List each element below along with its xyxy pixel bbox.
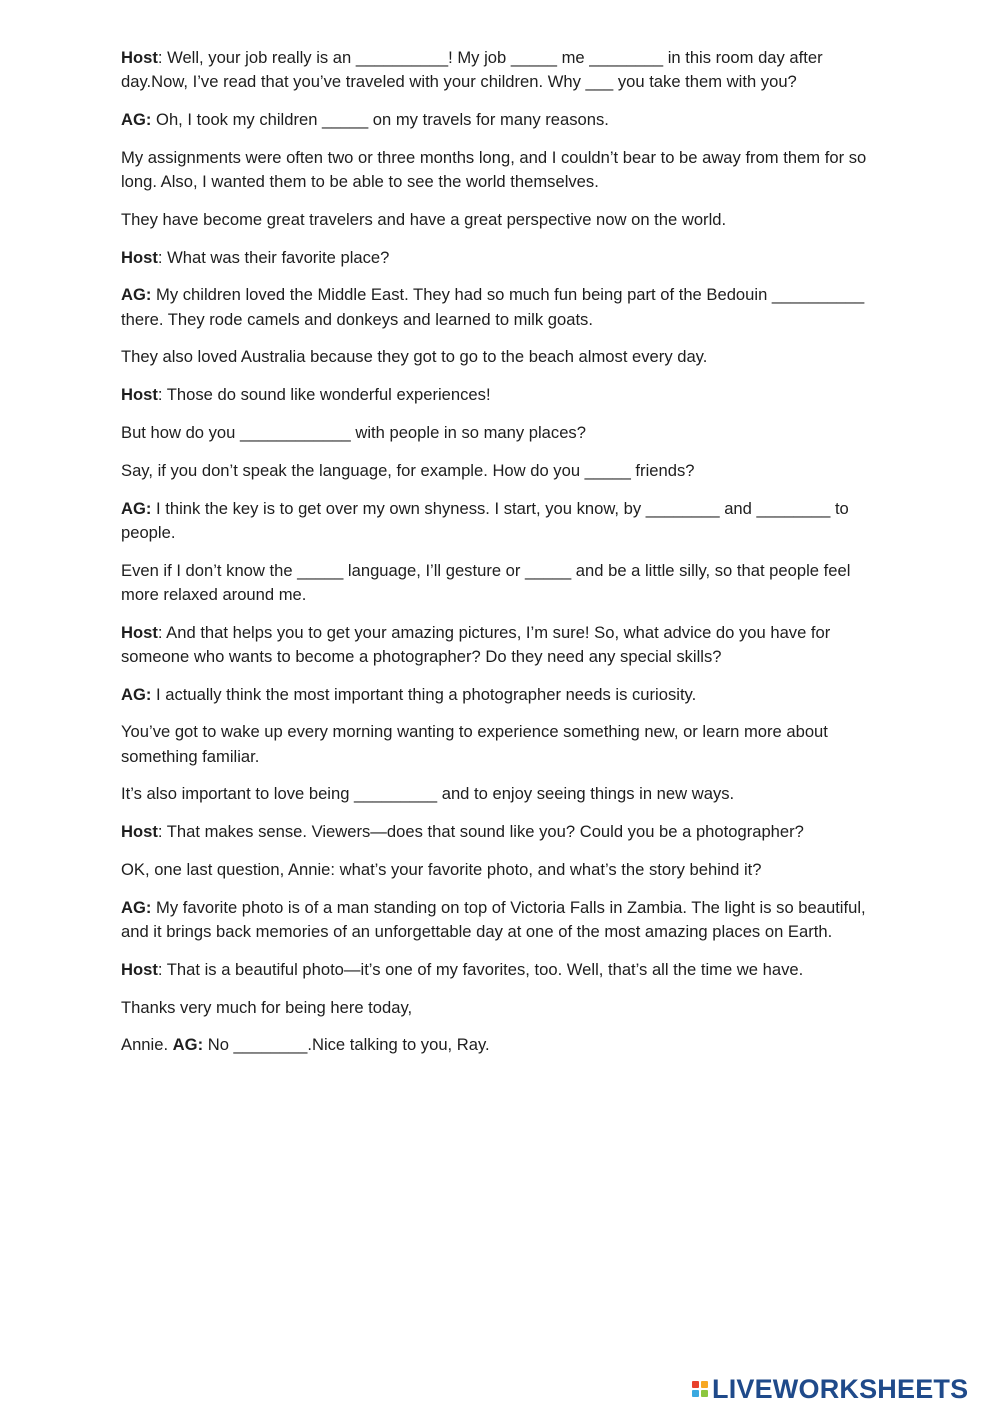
worksheet-text: [121, 46, 889, 1071]
dialogue-paragraph: [121, 858, 889, 882]
dialogue-paragraph: [121, 683, 889, 707]
logo-text: LIVEWORKSHEETS: [712, 1374, 969, 1404]
dialogue-paragraph: [121, 108, 889, 132]
dialogue-text: You’ve got to wake up every morning wanting to experience something new, or learn more about something familiar.: [121, 722, 828, 766]
logo-square-1: [692, 1381, 699, 1388]
dialogue-text: Thanks very much for being here today,: [121, 997, 413, 1017]
dialogue-paragraph: [121, 208, 889, 232]
dialogue-text: No ________.Nice talking to you, Ray.: [203, 1035, 490, 1055]
dialogue-text: I actually think the most important thing a photographer needs is curiosity.: [151, 684, 697, 704]
dialogue-paragraph: [121, 383, 889, 407]
line-prefix: Annie.: [121, 1035, 173, 1055]
speaker-label: Host: [121, 385, 158, 405]
dialogue-text: My assignments were often two or three months long, and I couldn’t bear to be away from them for so long. Also, I wanted them to be able to see the world themselves.: [121, 147, 867, 191]
logo-square-3: [692, 1390, 699, 1397]
dialogue-paragraph: [121, 896, 889, 944]
dialogue-paragraph: [121, 621, 889, 669]
dialogue-text: : Well, your job really is an __________! My job _____ me ________ in this room day after day.Now, I’ve read that you’ve traveled with your children. Why ___ you take them with you?: [121, 48, 823, 92]
dialogue-paragraph: [121, 345, 889, 369]
speaker-label: AG:: [121, 684, 152, 704]
dialogue-text: Oh, I took my children _____ on my travels for many reasons.: [151, 110, 609, 129]
dialogue-text: : That makes sense. Viewers—does that sound like you? Could you be a photographer?: [157, 822, 804, 842]
speaker-label: Host: [121, 959, 158, 979]
speaker-label: AG:: [121, 110, 152, 129]
dialogue-text: I think the key is to get over my own shyness. I start, you know, by ________ and ________ to people.: [121, 498, 849, 542]
dialogue-text: : That is a beautiful photo—it’s one of my favorites, too. Well, that’s all the time we have.: [157, 959, 804, 979]
dialogue-paragraph: [121, 782, 889, 806]
dialogue-text: : And that helps you to get your amazing pictures, I’m sure! So, what advice do you have for someone who wants to become a photographer? Do they need any special skills?: [121, 622, 831, 666]
dialogue-text: They also loved Australia because they got to go to the beach almost every day.: [121, 347, 708, 367]
dialogue-text: Even if I don’t know the _____ language, I’ll gesture or _____ and be a little silly, so that people feel more relaxed around me.: [121, 560, 851, 604]
logo-square-2: [701, 1381, 708, 1388]
dialogue-text: My favorite photo is of a man standing on top of Victoria Falls in Zambia. The light is so beautiful, and it brings back memories of an unforgettable day at one of the most amazing places on Earth.: [121, 897, 866, 941]
dialogue-paragraph: [121, 820, 889, 844]
dialogue-text: But how do you ____________ with people in so many places?: [121, 422, 586, 442]
dialogue-paragraph: [121, 958, 889, 982]
dialogue-paragraph: [121, 246, 889, 270]
dialogue-paragraph: [121, 146, 889, 194]
dialogue-paragraph: [121, 720, 889, 768]
dialogue-paragraph: [121, 459, 889, 483]
dialogue-text: : Those do sound like wonderful experiences!: [157, 385, 491, 405]
speaker-label: AG:: [121, 498, 152, 518]
dialogue-paragraph: [121, 46, 889, 94]
liveworksheets-logo-icon: [692, 1381, 708, 1397]
dialogue-text: OK, one last question, Annie: what’s your favorite photo, and what’s the story behind it?: [121, 859, 762, 879]
speaker-label: Host: [121, 822, 158, 842]
dialogue-paragraph: [121, 497, 889, 545]
speaker-label: AG:: [172, 1035, 204, 1055]
dialogue-text: My children loved the Middle East. They had so much fun being part of the Bedouin __________ there. They rode camels and donkeys and learned to milk goats.: [121, 285, 865, 329]
dialogue-paragraph: [121, 283, 889, 331]
speaker-label: AG:: [121, 285, 152, 305]
dialogue-text: Say, if you don’t speak the language, for example. How do you _____ friends?: [121, 460, 695, 480]
dialogue-paragraph: [121, 421, 889, 445]
dialogue-paragraph: [121, 996, 889, 1020]
logo-square-4: [701, 1390, 708, 1397]
dialogue-paragraph: [121, 559, 889, 607]
speaker-label: Host: [121, 622, 158, 642]
speaker-label: Host: [121, 48, 158, 67]
dialogue-paragraph: [121, 1033, 889, 1057]
dialogue-text: : What was their favorite place?: [157, 247, 390, 267]
dialogue-text: They have become great travelers and have a great perspective now on the world.: [121, 209, 727, 229]
speaker-label: Host: [121, 247, 158, 267]
liveworksheets-logo: [692, 1374, 968, 1404]
speaker-label: AG:: [121, 897, 152, 917]
dialogue-text: It’s also important to love being _________ and to enjoy seeing things in new ways.: [121, 784, 735, 804]
